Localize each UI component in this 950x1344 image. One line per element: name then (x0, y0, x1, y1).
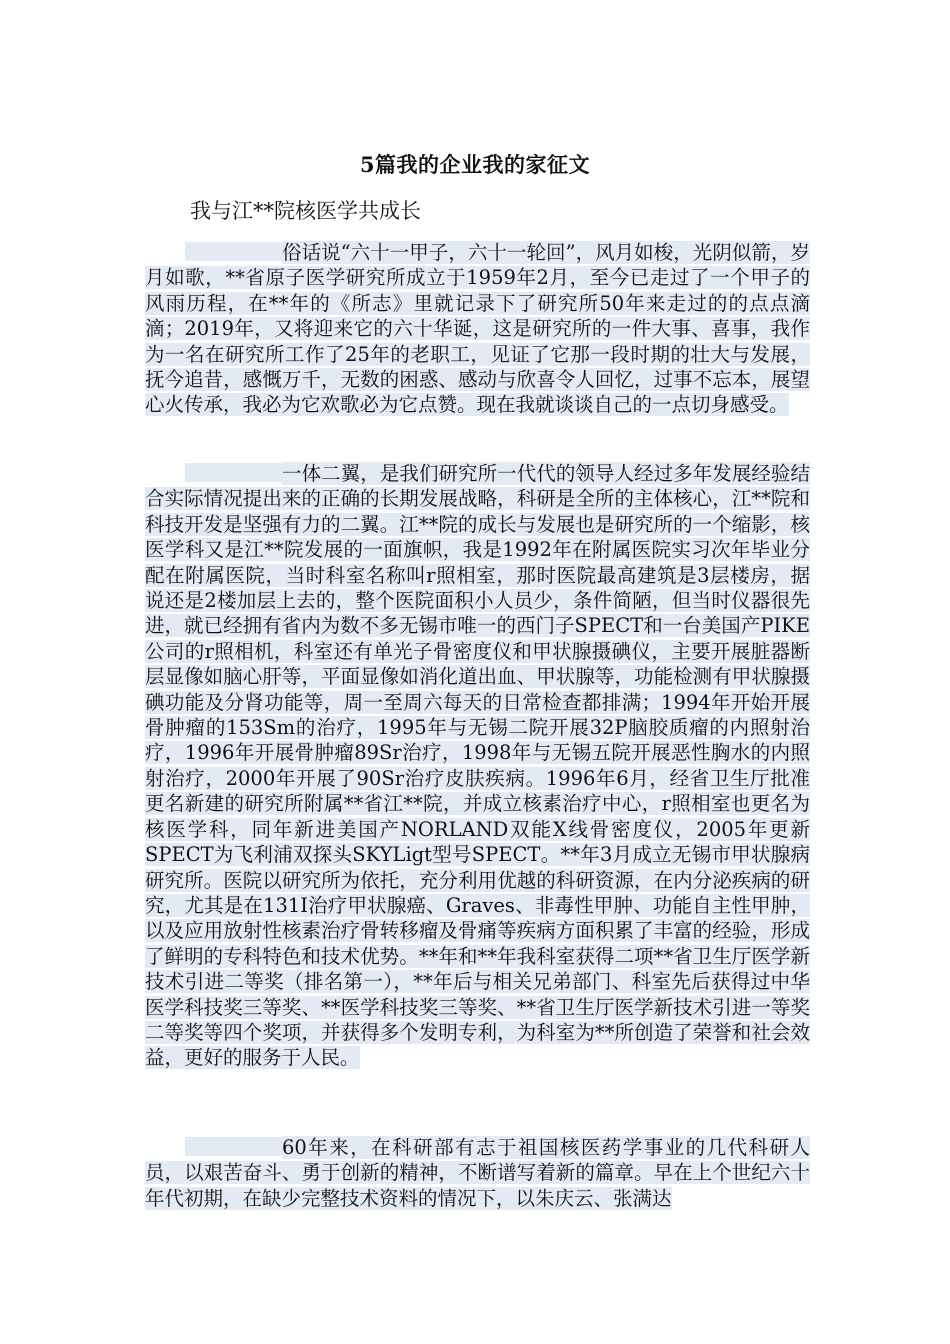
paragraph-text: 60年来，在科研部有志于祖国核医药学事业的几代科研人员，以艰苦奋斗、勇于创新的精神，不断谱写着新的篇章。早在上个世纪六十年代初期，在缺少完整技术资料的情况下，以朱庆云、张满达 (145, 1136, 810, 1210)
paragraph-text: 一体二翼，是我们研究所一代代的领导人经过多年发展经验结合实际情况提出来的正确的长期发展战略，科研是全所的主体核心，江**院和科技开发是坚强有力的二翼。江**院的成长与发展也是研究所的一个缩影，核医学科又是江**院发展的一面旗帜，我是1992年在附属医院实习次年毕业分配在附属医院，当时科室名称叫r照相室，那时医院最高建筑是3层楼房，据说还是2楼加层上去的，整个医院面积小人员少，条件简陋，但当时仪器很先进，就已经拥有省内为数不多无锡市唯一的西门子SPECT和一台美国产PIKE公司的r照相机，科室还有单光子骨密度仪和甲状腺摄碘仪，主要开展脏器断层显像如脑心肝等，平面显像如消化道出血、甲状腺等，功能检测有甲状腺摄碘功能及分肾功能等，周一至周六每天的日常检查都排满；1994年开始开展骨肿瘤的153Sm的治疗，1995年与无锡二院开展32P脑胶质瘤的内照射治疗，1996年开展骨肿瘤89Sr治疗，1998年与无锡五院开展恶性胸水的内照射治疗，2000年开展了90Sr治疗皮肤疾病。1996年6月，经省卫生厅批准更名新建的研究所附属**省江**院，并成立核素治疗中心，r照相室也更名为核医学科，同年新进美国产NORLAND双能X线骨密度仪，2005年更新SPECT为飞利浦双探头SKYLigt型号SPECT。**年3月成立无锡市甲状腺病研究所。医院以研究所为依托，充分利用优越的科研资源，在内分泌疾病的研究，尤其是在131I治疗甲状腺癌、Graves、非毒性甲肿、功能自主性甲肿，以及应用放射性核素治疗骨转移瘤及骨痛等疾病方面积累了丰富的经验，形成了鲜明的专科特色和技术优势。**年和**年我科室获得二项**省卫生厅医学新技术引进二等奖（排名第一），**年后与相关兄弟部门、科室先后获得过中华医学科技奖三等奖、**医学科技奖三等奖、**省卫生厅医学新技术引进一等奖二等奖等四个奖项，并获得多个发明专利，为科室为**所创造了荣誉和社会效益，更好的服务于人民。 (145, 462, 810, 1070)
paragraph (145, 240, 810, 418)
document-title: 5篇我的企业我的家征文 (359, 152, 591, 177)
paragraph-text: 俗话说“六十一甲子，六十一轮回”，风月如梭，光阴似箭，岁月如歌，**省原子医学研究所成立于1959年2月，至今已走过了一个甲子的风雨历程，在**年的《所志》里就记录下了研究所50年来走过的的点点滴滴；2019年，又将迎来它的六十华诞，这是研究所的一件大事、喜事，我作为一名在研究所工作了25年的老职工，见证了它那一段时期的壮大与发展，抚今追昔，感慨万千，无数的困惑、感动与欣喜令人回忆，过事不忘本，展望心火传承，我必为它欢歌必为它点赞。现在我就谈谈自己的一点切身感受。 (145, 241, 810, 417)
paragraph-block (145, 461, 810, 1071)
paragraph-block (145, 240, 810, 418)
paragraph (145, 1135, 810, 1211)
paragraph (145, 461, 810, 1071)
paragraph-block (145, 1135, 810, 1211)
document-subtitle: 我与江**院核医学共成长 (190, 199, 421, 223)
